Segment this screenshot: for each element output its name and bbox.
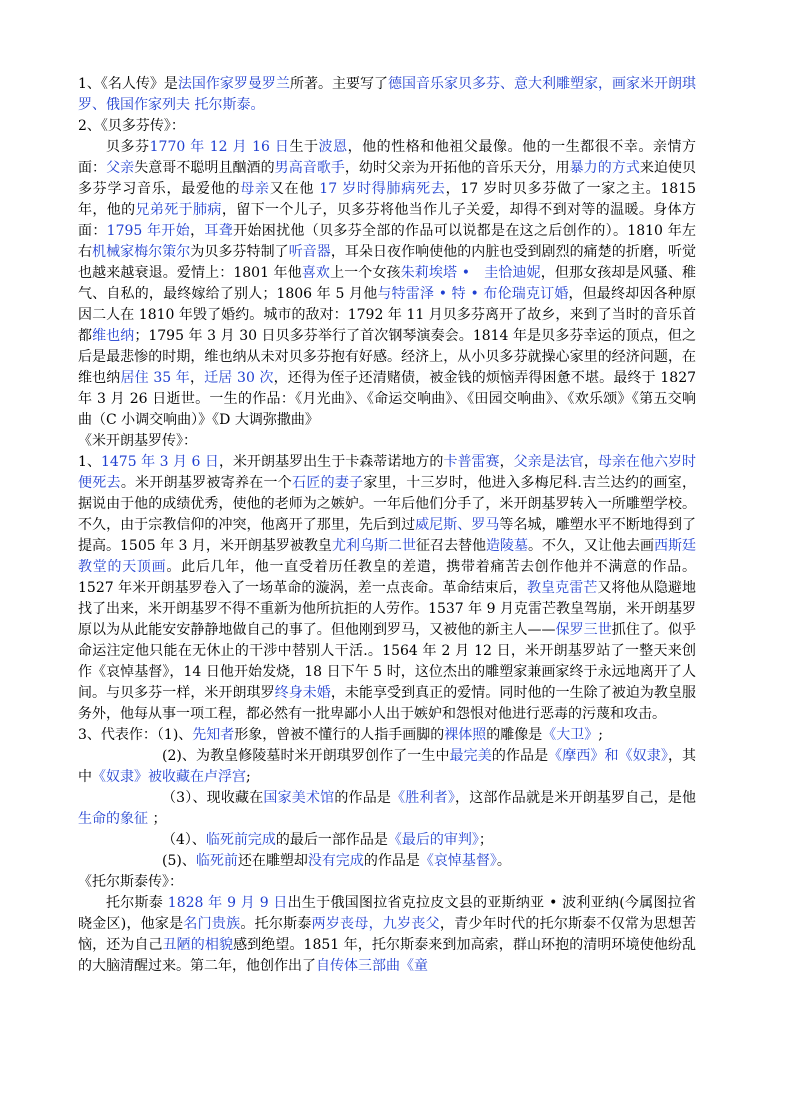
text-segment: ; (598, 727, 603, 743)
text-segment: ，但那女孩却是风骚、稚气、自私的，最终嫁给了别人；1806 年 5 月他 (78, 265, 697, 302)
text-segment: 开始困扰他（贝多芬全部的作品可以说都是在这之后创作的）。1810 年左右 (78, 223, 697, 260)
text-segment: 又将他从隐避地找了出来，米开朗基罗不得不重新为他所抗拒的人劳作。1537 年 9 月克雷芒教皇驾崩，米开朗基罗原以为从此能安安静静地做自己的事了。但他刚到罗马，又被他的新主人—— (78, 580, 697, 638)
highlighted-text: 1795 年开始 (106, 223, 191, 239)
text-segment: 来迫使贝多芬学习音乐，最爱他的 (78, 160, 697, 197)
highlighted-text: 母亲在他六岁时便死去 (78, 454, 697, 491)
highlighted-text: 17 岁时得肺病死去 (319, 181, 446, 197)
highlighted-text: 临死前完成 (205, 832, 276, 848)
highlighted-text: 终身未婚 (274, 685, 331, 701)
text-segment: 征召去替他 (415, 538, 486, 554)
highlighted-text: 1828 年 9 月 9 日 (167, 895, 288, 911)
paragraph-beethoven-heading (78, 116, 696, 137)
text-segment: 的作品是 (334, 790, 392, 806)
highlighted-text: 裸体照 (444, 727, 487, 743)
text-segment: ，米开朗基罗出生于卡森蒂诺地方的 (218, 454, 444, 470)
document-body (78, 74, 696, 977)
highlighted-text: 维也纳 (92, 328, 135, 344)
highlighted-text: 迁居 30 次 (204, 370, 274, 386)
text-segment: 的最后一部作品是 (275, 832, 388, 848)
text-segment: 形象，曾被不懂行的人指手画脚的 (234, 727, 445, 743)
highlighted-text: 兄弟死于肺病 (135, 202, 222, 218)
text-segment: 又在他 (269, 181, 320, 197)
text-segment: ，他的性格和他祖父最像。他的一生都很不幸。亲情方面： (78, 139, 697, 176)
text-segment: ; (246, 769, 251, 785)
highlighted-text: 两岁丧母，九岁丧父 (311, 916, 440, 932)
text-segment: 为贝多芬特制了 (190, 244, 289, 260)
highlighted-text: 教皇克雷芒 (526, 580, 598, 596)
highlighted-text: 耳聋 (204, 223, 234, 239)
highlighted-text: 与特雷泽 • 特 • 布伦瑞克订婚 (377, 286, 569, 302)
highlighted-text: 父亲 (106, 160, 135, 176)
text-segment: 。米开朗基罗被寄养在一个 (120, 475, 293, 491)
highlighted-text: 造陵墓 (485, 538, 528, 554)
text-segment: 失意哥不聪明且酗酒的 (134, 160, 275, 176)
text-segment: ，耳朵日夜作响使他的内脏也受到剧烈的痛楚的折磨，听觉也越来越衰退。爱情上：1801 年他 (78, 244, 697, 281)
highlighted-text: 威尼斯、罗马 (415, 517, 500, 533)
highlighted-text: 临死前 (195, 853, 238, 869)
text-segment: ，留下一个儿子，贝多芬将他当作儿子关爱，却得不到对等的温暖。身体方面： (78, 202, 697, 239)
text-segment: 生于 (289, 139, 319, 155)
text-segment: ，未能享受到真正的爱情。同时他的一生除了被迫为教皇服务外，他每从事一项工程，都必然有一批卑鄙小人出于嫉妒和怨恨对他进行恶毒的污蔑和攻击。 (78, 685, 697, 722)
highlighted-text: 生命的象征 (78, 811, 148, 827)
highlighted-text: 尤利乌斯二世 (331, 538, 416, 554)
paragraph-works-1 (78, 725, 696, 746)
text-segment: ，但最终却因各种原因二人在 1810 年毁了婚约。城市的敌对：1792 年 11 月贝多芬离开了故乡，来到了当时的音乐首都 (78, 286, 696, 344)
text-segment: ，这部作品就是米开朗基罗自己，是他 (455, 790, 697, 806)
text-segment: 还在雕塑却 (237, 853, 308, 869)
paragraph-tolstoy-heading (78, 872, 696, 893)
text-segment: 抓住了。似乎命运注定他只能在无休止的干涉中替别人干活.。1564 年 2 月 12 日，米开朗基罗站了一整天来创作《哀悼基督》，14 日他开始发烧，18 日下午 5 时，这位杰出的雕塑家兼画家终于永远地离开了人间。与贝多芬一样，米开朗琪罗 (78, 622, 697, 701)
text-segment: 《托尔斯泰传》： (78, 874, 183, 890)
paragraph-beethoven-body (78, 137, 696, 431)
text-segment: ， (499, 454, 514, 470)
highlighted-text: 母亲 (240, 181, 270, 197)
highlighted-text: 父亲是法官 (513, 454, 584, 470)
highlighted-text: 居住 35 年 (120, 370, 190, 386)
text-segment: 。此后几年，他一直受着历任教皇的差遣，携带着痛苦去创作他并不满意的作品。1527 年米开朗基罗卷入了一场革命的漩涡，差一点丧命。革命结束后， (78, 559, 696, 596)
text-segment: 出生于俄国图拉省克拉皮文县的亚斯纳亚 • 波利亚纳(今属图拉省晓金区)，他家是 (78, 895, 697, 932)
highlighted-text: 男高音歌手 (274, 160, 345, 176)
highlighted-text: 机械家梅尔策尔 (92, 244, 191, 260)
text-segment: （4）、 (162, 832, 206, 848)
highlighted-text: 保罗三世 (555, 622, 612, 638)
highlighted-text: 朱莉埃塔 • 圭恰迪妮 (400, 265, 541, 281)
text-segment: 感到绝望。1851 年，托尔斯泰来到加高索，群山环抱的清明环境使他纷乱的大脑清醒过来。第二年，他创作出了 (78, 937, 697, 974)
text-segment: 。 (496, 853, 511, 869)
text-segment: 托尔斯泰 (106, 895, 168, 911)
paragraph-works-3 (78, 788, 696, 830)
text-segment: 3、代表作：（1)、 (78, 727, 193, 743)
text-segment: 贝多芬 (106, 139, 150, 155)
text-segment: 所著。主要写了 (289, 76, 388, 92)
highlighted-text: 最完美 (449, 748, 492, 764)
text-segment: （3）、现收藏在 (162, 790, 264, 806)
text-segment: ，幼时父亲为开拓他的音乐天分，用 (344, 160, 570, 176)
highlighted-text: 石匠的妻子 (292, 475, 364, 491)
highlighted-text: 1770 年 12 月 16 日 (149, 139, 290, 155)
highlighted-text: 波恩 (318, 139, 348, 155)
text-segment: 1、《名人传》是 (78, 76, 178, 92)
highlighted-text: 德国音乐家贝多芬、意大利雕塑家，画家米开朗琪罗、俄国作家列夫 托尔斯泰。 (78, 76, 696, 113)
highlighted-text: 1475 年 3 月 6 日 (100, 454, 219, 470)
highlighted-text: 听音器 (288, 244, 331, 260)
highlighted-text: 《大卫》 (542, 727, 599, 743)
highlighted-text: 《胜利者》 (391, 790, 456, 806)
text-segment: ； (478, 832, 493, 848)
text-segment: ； (148, 811, 167, 827)
text-segment: 。托尔斯泰 (240, 916, 312, 932)
highlighted-text: 名门贵族 (183, 916, 241, 932)
highlighted-text: 《摩西》和《奴隶》 (548, 748, 668, 764)
highlighted-text: 喜欢 (301, 265, 331, 281)
text-segment: 家里，十三岁时，他进入多梅尼科.吉兰达约的画室，据说由于他的成绩优秀，使他的老师为之嫉妒。一年后他们分手了，米开朗基罗转入一所雕塑学校。不久，由于宗教信仰的冲突，他离开了那里，先后到过 (78, 475, 697, 533)
paragraph-works-2 (78, 746, 696, 788)
highlighted-text: 暴力的方式 (569, 160, 640, 176)
text-segment: (5)、 (162, 853, 196, 869)
highlighted-text: 国家美术馆 (263, 790, 335, 806)
text-segment: 2、《贝多芬传》： (78, 118, 185, 134)
text-segment: ；1795 年 3 月 30 日贝多芬举行了首次钢琴演奏会。1814 年是贝多芬幸运的顶点，但之后是最悲惨的时期，维也纳从未对贝多芬抱有好感。经济上，从小贝多芬就操心家里的经济问题，在维也纳 (78, 328, 697, 386)
highlighted-text: 丑陋的相貌 (162, 937, 234, 953)
text-segment: ， (189, 370, 205, 386)
highlighted-text: 《哀悼基督》 (419, 853, 497, 869)
paragraph-tolstoy-body (78, 893, 696, 977)
text-segment: 。不久，又让他去画 (527, 538, 655, 554)
text-segment: ，17 岁时贝多芬做了一家之主。1815 年，他的 (78, 181, 697, 218)
text-segment: 的雕像是 (486, 727, 543, 743)
text-segment: (2)、为教皇修陵墓时米开朗琪罗创作了一生中 (162, 748, 450, 764)
text-segment: ，青少年时代的托尔斯泰不仅常为思想苦恼，还为自己 (78, 916, 697, 953)
text-segment: 等名城，雕塑水平不断地得到了提高。1505 年 3 月，米开朗基罗被教皇 (78, 517, 697, 554)
paragraph-michelangelo-heading (78, 431, 696, 452)
text-segment: ，其中 (78, 748, 697, 785)
highlighted-text: 法国作家罗曼罗兰 (177, 76, 290, 92)
highlighted-text: 《奴隶》被收藏在卢浮宫 (92, 769, 246, 785)
highlighted-text: 先知者 (192, 727, 235, 743)
paragraph-intro (78, 74, 696, 116)
text-segment: 的作品是 (363, 853, 420, 869)
paragraph-works-4 (78, 830, 696, 851)
highlighted-text: 没有完成 (307, 853, 364, 869)
text-segment: ， (190, 223, 205, 239)
highlighted-text: 西斯廷教堂的天顶画 (78, 538, 697, 575)
text-segment: ， (583, 454, 598, 470)
paragraph-works-5 (78, 851, 696, 872)
highlighted-text: 《最后的审判》 (387, 832, 479, 848)
highlighted-text: 自传体三部曲《童 (316, 958, 428, 974)
text-segment: 上一个女孩 (330, 265, 401, 281)
highlighted-text: 卡普雷赛 (443, 454, 500, 470)
text-segment: ，还得为侄子还清赌债，被金钱的烦恼弄得困惫不堪。最终于 1827 年 3 月 26 日逝世。一生的作品：《月光曲》、《命运交响曲》、《田园交响曲》、《欢乐颂》《第五交响曲（C 小调交响曲）》《D 大调弥撒曲》 (78, 370, 697, 428)
text-segment: 的作品是 (491, 748, 549, 764)
text-segment: 《米开朗基罗传》： (78, 433, 197, 449)
text-segment: 1、 (78, 454, 101, 470)
paragraph-michelangelo-body (78, 452, 696, 725)
